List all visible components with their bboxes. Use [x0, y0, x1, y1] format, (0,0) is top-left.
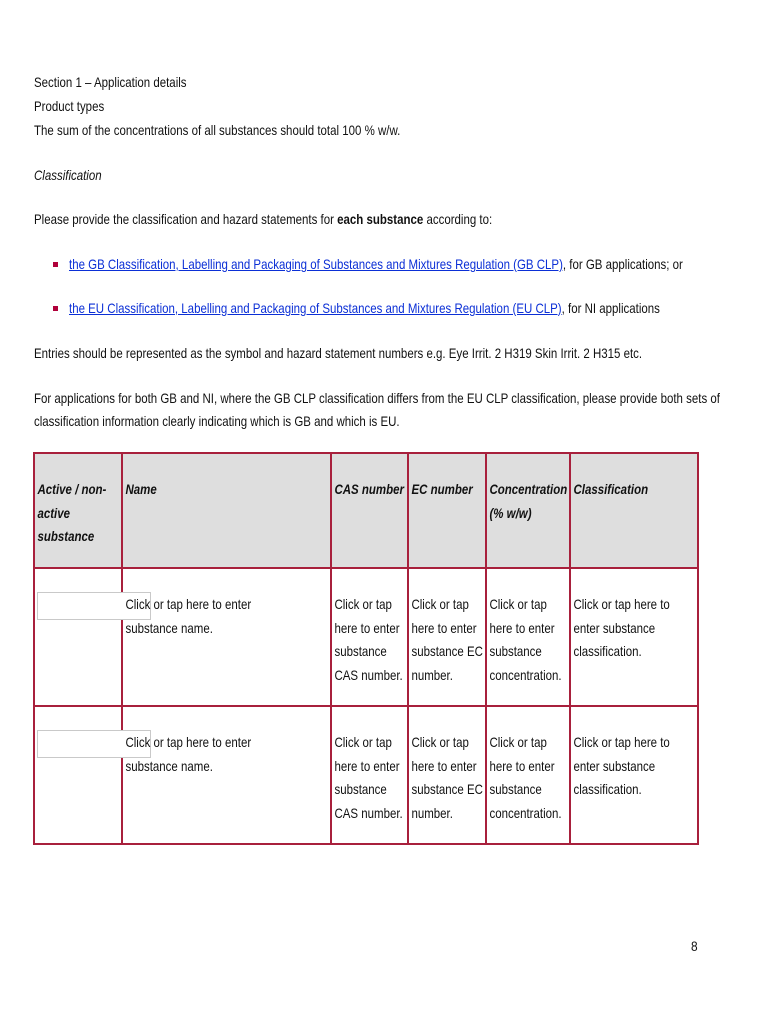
gb-clp-link[interactable]: the GB Classification, Labelling and Packaging of Substances and Mixtures Regulation (GB CLP)	[69, 256, 563, 272]
header-ec: EC number	[408, 453, 486, 568]
entries-note: Entries should be represented as the symbol and hazard statement numbers e.g. Eye Irrit. 2 H319 Skin Irrit. 2 H315 etc.	[34, 345, 643, 361]
page-number: 8	[691, 938, 698, 954]
provide-instruction: Please provide the classification and hazard statements for each substance according to:	[34, 211, 493, 227]
header-name: Name	[122, 453, 331, 568]
header-cas: CAS number	[331, 453, 408, 568]
table-row	[34, 568, 698, 706]
name-cell[interactable]: Click or tap here to enter substance name.	[122, 706, 331, 844]
bullet-marker	[53, 306, 58, 311]
both-note-line-1: For applications for both GB and NI, where the GB CLP classification differs from the EU CLP classification, please provide both sets of	[34, 390, 720, 406]
classification-heading: Classification	[34, 167, 102, 183]
table-row	[34, 706, 698, 844]
cas-cell[interactable]: Click or tap here to enter substance CAS number.	[331, 568, 408, 706]
bullet-item-gb: the GB Classification, Labelling and Packaging of Substances and Mixtures Regulation (GB CLP), for GB applications; or	[69, 256, 683, 272]
bullet-marker	[53, 262, 58, 267]
table-header-row	[34, 453, 698, 568]
concentration-cell[interactable]: Click or tap here to enter substance concentration.	[486, 568, 570, 706]
classification-cell[interactable]: Click or tap here to enter substance classification.	[570, 706, 698, 844]
ec-cell[interactable]: Click or tap here to enter substance EC number.	[408, 706, 486, 844]
name-cell[interactable]: Click or tap here to enter substance name.	[122, 568, 331, 706]
ec-cell[interactable]: Click or tap here to enter substance EC number.	[408, 568, 486, 706]
concentration-cell[interactable]: Click or tap here to enter substance concentration.	[486, 706, 570, 844]
bullet-item-eu: the EU Classification, Labelling and Packaging of Substances and Mixtures Regulation (EU CLP), for NI applications	[69, 300, 660, 316]
header-active: Active / non-active substance	[34, 453, 122, 568]
cas-cell[interactable]: Click or tap here to enter substance CAS number.	[331, 706, 408, 844]
both-note-line-2: classification information clearly indicating which is GB and which is EU.	[34, 413, 400, 429]
product-types-label: Product types	[34, 98, 105, 114]
header-classification: Classification	[570, 453, 698, 568]
sum-note: The sum of the concentrations of all substances should total 100 % w/w.	[34, 122, 401, 138]
active-cell	[34, 706, 122, 844]
classification-cell[interactable]: Click or tap here to enter substance classification.	[570, 568, 698, 706]
active-cell	[34, 568, 122, 706]
eu-clp-link[interactable]: the EU Classification, Labelling and Packaging of Substances and Mixtures Regulation (EU CLP)	[69, 300, 562, 316]
header-concentration: Concentration (% w/w)	[486, 453, 570, 568]
substances-table	[33, 452, 699, 845]
section-title: Section 1 – Application details	[34, 74, 187, 90]
